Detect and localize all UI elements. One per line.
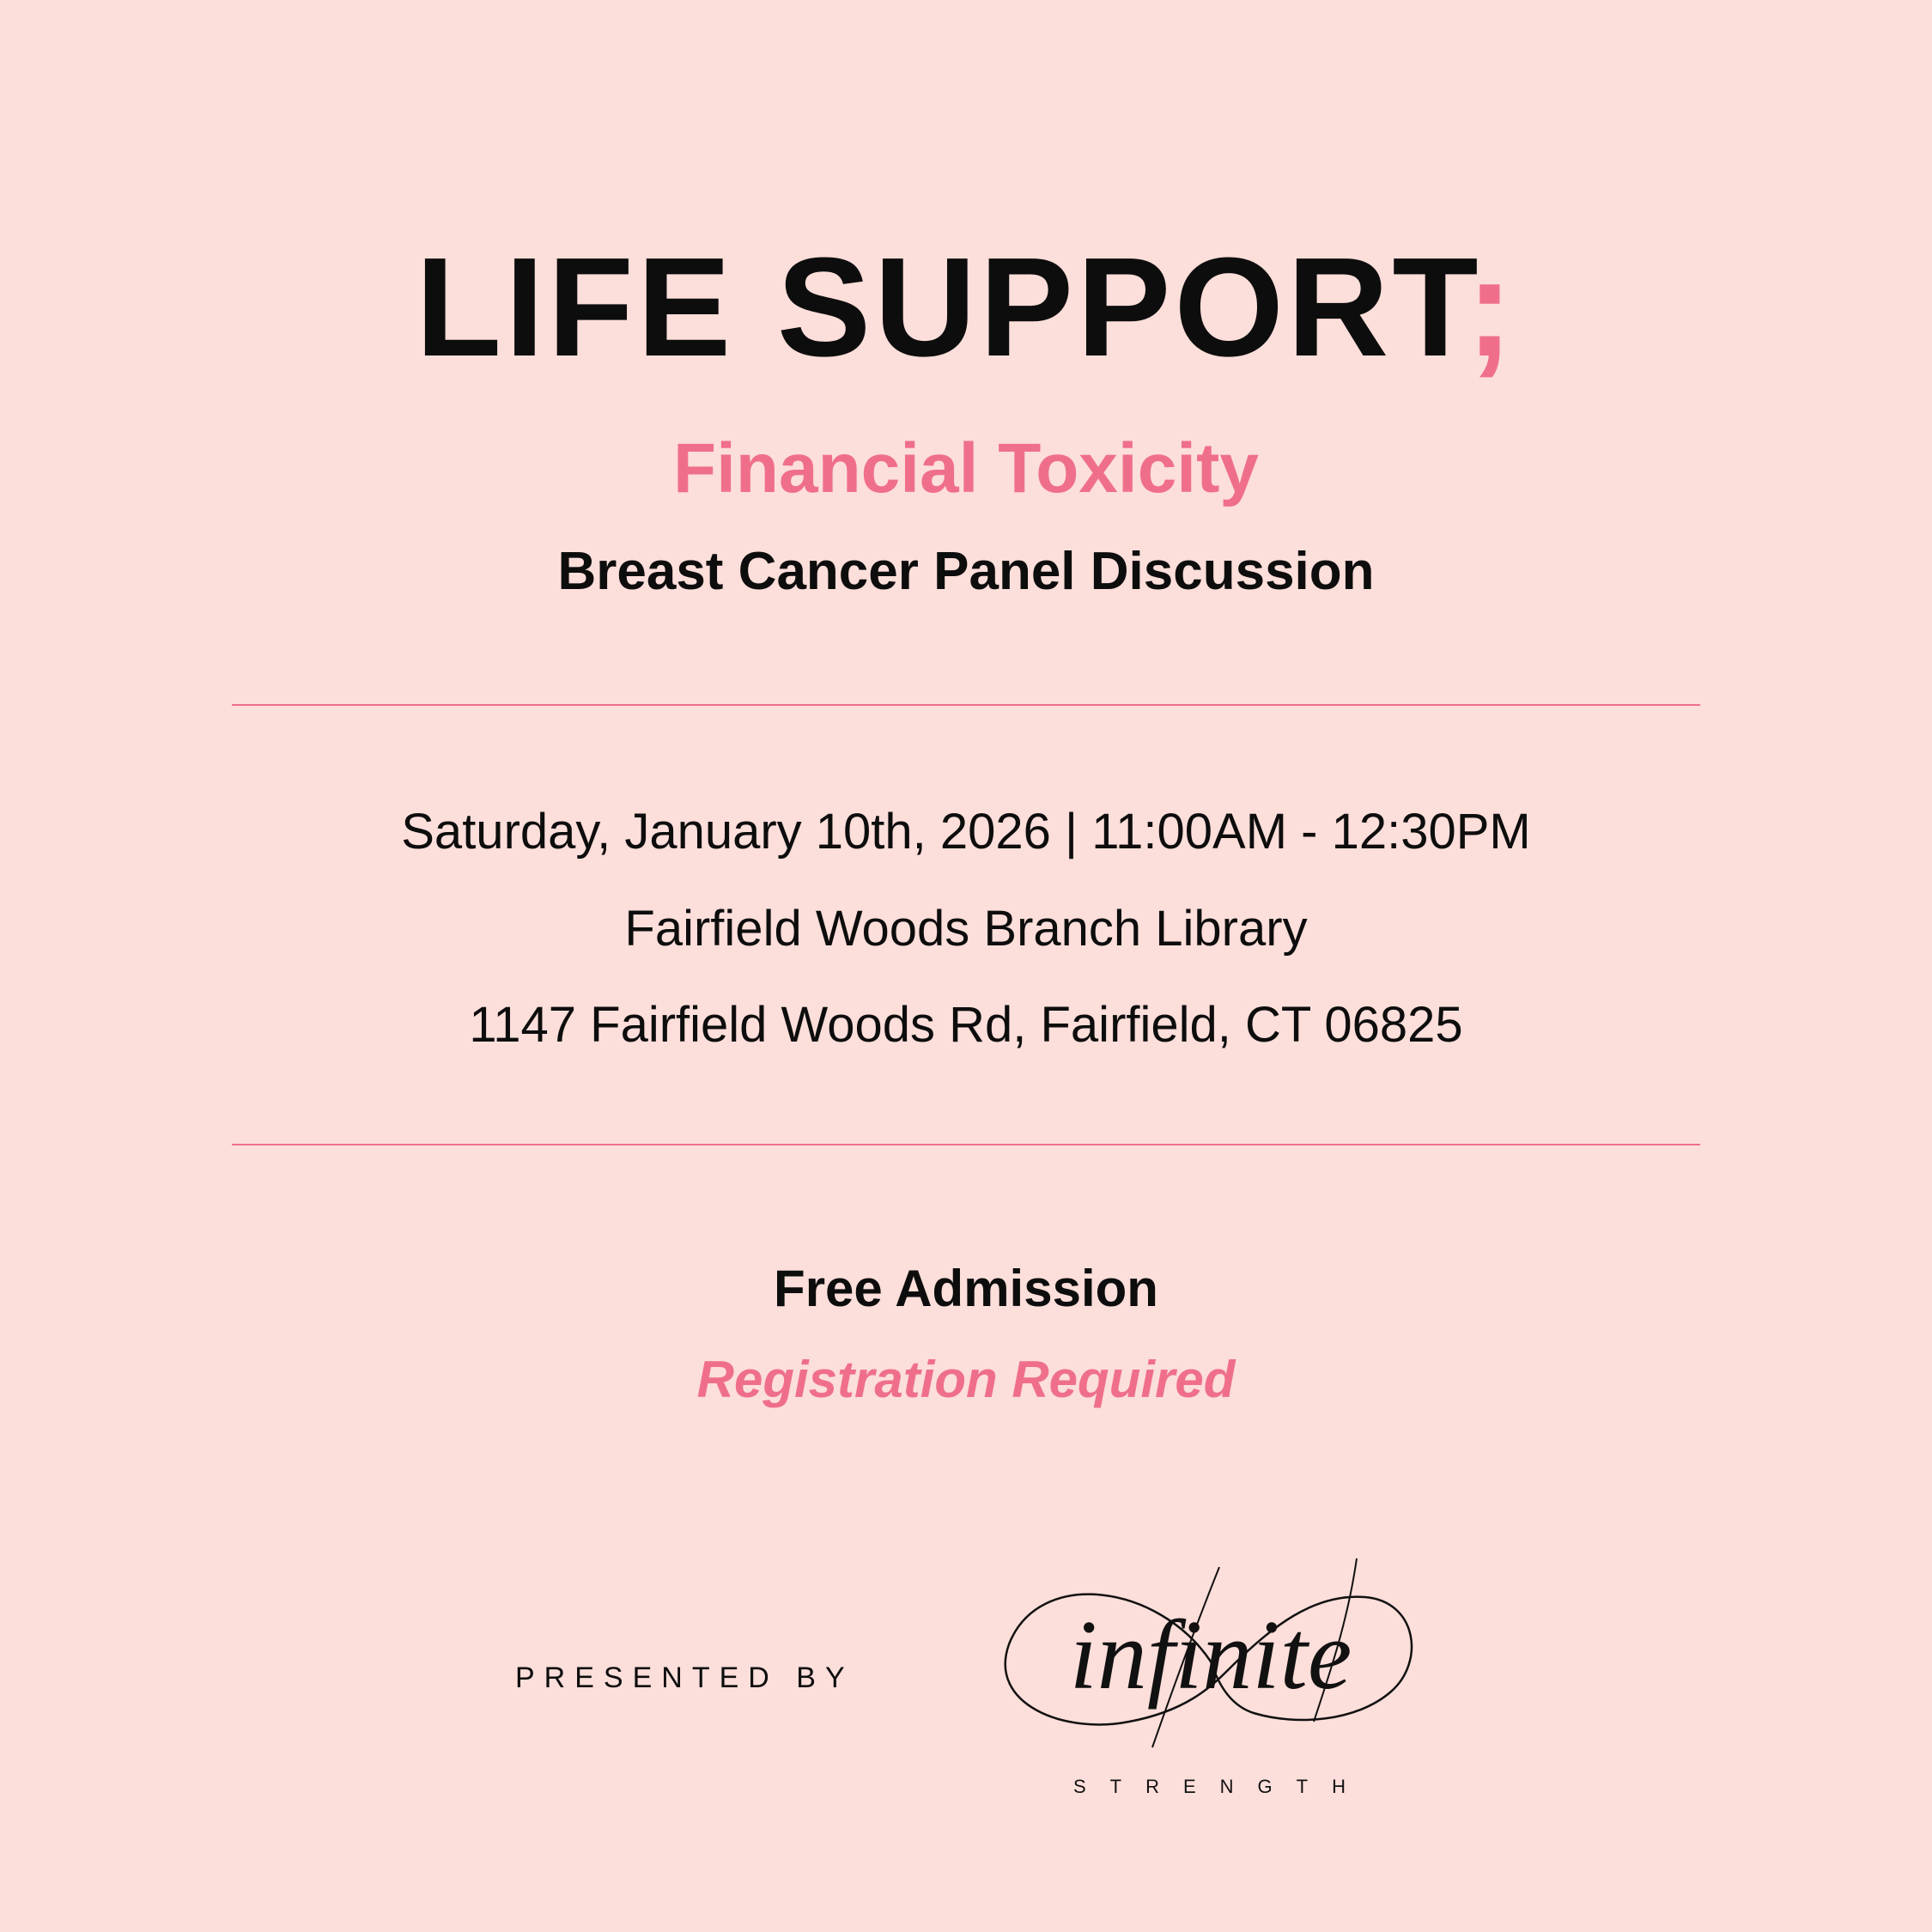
- event-subtitle: Financial Toxicity: [673, 429, 1259, 507]
- event-datetime: Saturday, January 10th, 2026 | 11:00AM - 12:30PM: [401, 804, 1531, 860]
- logo-wordmark: infinite: [1069, 1601, 1352, 1710]
- event-panel-type: Breast Cancer Panel Discussion: [557, 542, 1375, 601]
- event-title-main: LIFE SUPPORT: [415, 228, 1467, 386]
- registration-required: Registration Required: [696, 1351, 1236, 1408]
- presented-by-label: PRESENTED BY: [515, 1662, 854, 1694]
- event-address: 1147 Fairfield Woods Rd, Fairfield, CT 06825: [469, 997, 1463, 1053]
- infinite-strength-logo: [987, 1550, 1434, 1799]
- bottom-divider: [232, 1144, 1700, 1145]
- logo-tagline: STRENGTH: [1073, 1776, 1370, 1797]
- top-divider: [232, 704, 1700, 706]
- event-title: [0, 230, 1932, 385]
- event-venue: Fairfield Woods Branch Library: [624, 901, 1308, 957]
- event-title-semicolon: ;: [1466, 228, 1517, 386]
- free-admission: Free Admission: [774, 1260, 1158, 1317]
